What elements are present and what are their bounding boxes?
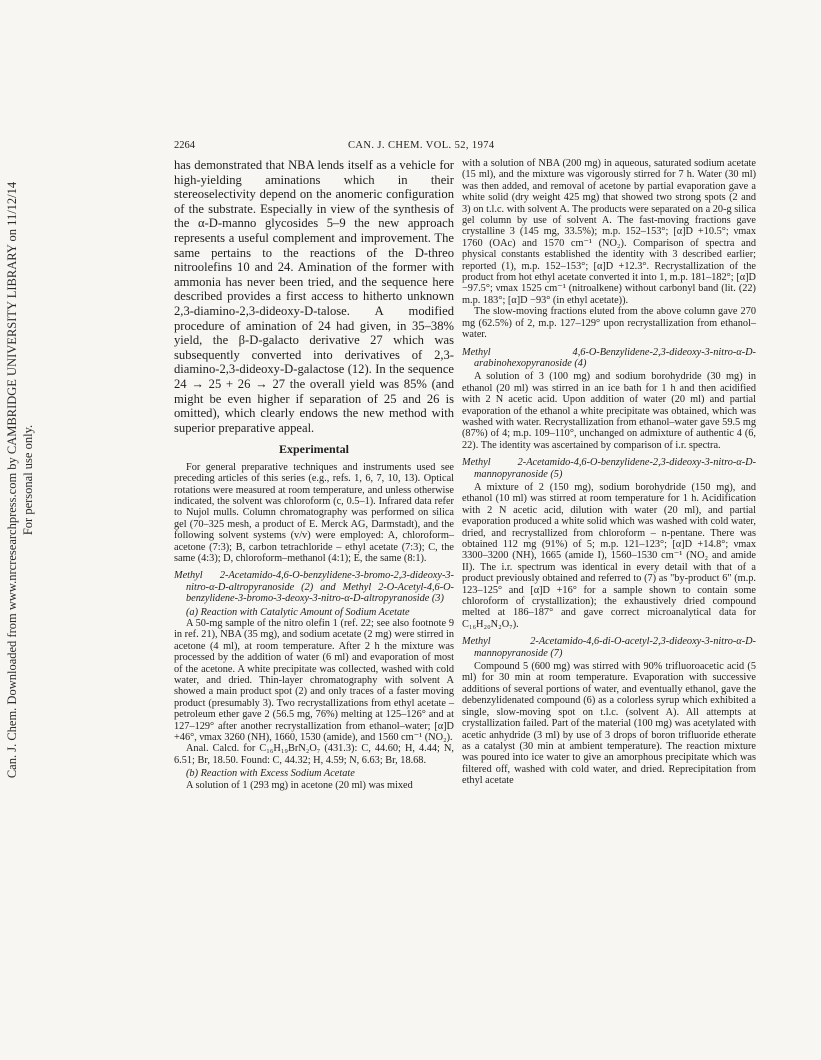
analysis-paragraph: Anal. Calcd. for C₁₆H₁₉BrN₂O₇ (431.3): C, 44.60; H, 4.44; N, 6.51; Br, 18.50. Found: C, 44.32; H, 4.59; N, 6.63; Br, 18.68. <box>174 743 454 766</box>
watermark-line-2: For personal use only. <box>21 424 35 536</box>
compound-2-3-heading: Methyl 2-Acetamido-4,6-O-benzylidene-3-bromo-2,3-dideoxy-3-nitro-α-D-altropyranoside (2) and Methyl 2-O-Acetyl-4,6-O-benzylidene-3-bromo-3-deoxy-3-nitro-α-D-altropyranoside (3) <box>174 570 454 605</box>
page-header <box>174 140 754 154</box>
running-head: CAN. J. CHEM. VOL. 52, 1974 <box>348 140 495 151</box>
experimental-paragraph: For general preparative techniques and instruments used see preceding articles of this series (e.g., refs. 1, 6, 7, 10, 13). Optical rotations were measured at room temperature, and unless otherwise indicated, the solvent was chloroform (c, 0.5–1). Infrared data refer to Nujol mulls. Column chromatography was performed on silica gel (70–325 mesh, a product of E. Merck AG, Darmstadt), and the following solvent systems (v/v) were employed: A, chloroform–acetone (7:3); B, carbon tetrachloride – ethyl acetate (7:3); C, the same (4:3); D, chloroform–methanol (4:1); E, the same (8:1). <box>174 461 454 564</box>
page-number: 2264 <box>174 140 195 151</box>
compound-5-paragraph: A mixture of 2 (150 mg), sodium borohydride (150 mg), and ethanol (10 ml) was stirred at room temperature for 1 h. Acidification with 2 N acetic acid, dilution with water (20 ml), and partial evaporation produced a white solid which was washed with cold water, dried, and recrystallized from chloroform – n-pentane. There was obtained 112 mg (91%) of 5; m.p. 121–123°; [α]D +14.8°; νmax 3300–3200 (NH), 1665 (amide I), 1560–1530 cm⁻¹ (NO₂ and amide II). The i.r. spectrum was identical in every detail with that of a product previously obtained and referred to (7) as "by-product 6" (m.p. 123–125° and [α]D +16° for a sample shown to contain some chloroform of crystallization); the exhaustively dried compound melted at 186–187° and gave correct microanalytical data for C₁₆H₂₀N₂O₇). <box>462 481 756 630</box>
procedure-b-paragraph: A solution of 1 (293 mg) in acetone (20 ml) was mixed <box>186 779 413 791</box>
intro-paragraph: has demonstrated that NBA lends itself as a vehicle for high-yielding aminations which in their stereoselectivity depend on the anomeric configuration of the substrate. Especially in view of the synthesis of the α-D-manno glycosides 5–9 the new approach represents a useful complement and improvement. The same pertains to the reactions of the D-threo nitroolefins 10 and 24. Amination of the former with ammonia has never been tried, and the sequence here described provides a first access to hitherto unknown 2,3-diamino-2,3-dideoxy-D-talose. A modified procedure of amination of 24 had given, in 35–38% yield, the β-D-galacto derivative 27 which was subsequently converted into derivatives of 2,3-diamino-2,3-dideoxy-D-galactose (12). In the sequence 24 → 25 + 26 → 27 the overall yield was 85% (and might be even higher if separation of 25 and 26 is omitted), which clearly endows the new method with superior preparative appeal. <box>174 158 454 435</box>
right-column <box>462 158 756 787</box>
compound-4-heading: Methyl 4,6-O-Benzylidene-2,3-dideoxy-3-nitro-α-D-arabinohexopyranoside (4) <box>462 346 756 369</box>
procedure-a-heading: (a) Reaction with Catalytic Amount of Sodium Acetate <box>186 606 410 618</box>
compound-4-paragraph: A solution of 3 (100 mg) and sodium borohydride (30 mg) in ethanol (20 ml) was stirred in an ice bath for 1 h and then acidified with 2 N acetic acid. Upon addition of water (20 ml) and partial evaporation of the ethanol a white precipitate was obtained, which was washed with water. Recrystallization from ethanol–water gave 59.5 mg (87%) of 4; m.p. 109–110°, unchanged on admixture of authentic 4 (6, 22). The identity was ascertained by comparison of i.r. spectra. <box>462 371 756 451</box>
left-column <box>174 158 454 791</box>
experimental-heading: Experimental <box>279 442 349 457</box>
watermark-text <box>4 182 36 778</box>
slow-fractions-paragraph: The slow-moving fractions eluted from the above column gave 270 mg (62.5%) of 2, m.p. 127–129° upon recrystallization from ethanol–water. <box>462 306 756 341</box>
compound-5-heading: Methyl 2-Acetamido-4,6-O-benzylidene-2,3-dideoxy-3-nitro-α-D-mannopyranoside (5) <box>462 457 756 480</box>
procedure-b-heading: (b) Reaction with Excess Sodium Acetate <box>186 768 355 780</box>
watermark-line-1: Can. J. Chem. Downloaded from www.nrcresearchpress.com by CAMBRIDGE UNIVERSITY LIBRARY on 11/12/14 <box>5 181 19 779</box>
download-watermark <box>0 120 40 840</box>
compound-7-paragraph: Compound 5 (600 mg) was stirred with 90% trifluoroacetic acid (5 ml) for 30 min at room temperature. Evaporation with successive additions of several portions of water, and eventually ethanol, gave the debenzylidenated compound (6) as a colorless syrup which exhibited a single, slow-moving spot on t.l.c. (solvent A). All attempts at crystallization failed. Part of the material (100 mg) was acetylated with acetic anhydride (3 ml) by use of 3 drops of boron trifluoride etherate as a catalyst (30 min at ambient temperature). The reaction mixture was poured into ice water to give an amorphous precipitate which was filtered off, washed with cold water, and dried. Reprecipitation from ethyl acetate <box>462 661 756 787</box>
procedure-b-continued: with a solution of NBA (200 mg) in aqueous, saturated sodium acetate (15 ml), and the mixture was vigorously stirred for 7 h. Water (30 ml) was then added, and removal of acetone by partial evaporation gave a white solid (dry weight 425 mg) that showed two strong spots (2 and 3) on t.l.c. with solvent A. The products were separated on a 20-g silica gel column by use of solvent A. The fast-moving fractions gave crystalline 3 (145 mg, 33.5%); m.p. 152–153°; [α]D +10.5°; νmax 1760 (OAc) and 1570 cm⁻¹ (NO₂). Comparison of spectra and physical constants established the identity with 3 described earlier; reported (1), m.p. 152–153°; [α]D +12.3°. Recrystallization of the product from hot ethyl acetate converted it into 1, m.p. 181–182°; [α]D −97.5°; νmax 1525 cm⁻¹ (nitroalkene) without carbonyl band (lit. (22) m.p. 183°; [α]D −93° (in ethyl acetate)). <box>462 158 756 306</box>
procedure-a-paragraph: A 50-mg sample of the nitro olefin 1 (ref. 22; see also footnote 9 in ref. 21), NBA (35 mg), and sodium acetate (2 mg) were stirred in acetone (4 ml), at room temperature. After 2 h the mixture was processed by the addition of water (6 ml) and evaporation of most of the acetone. A white precipitate was collected, washed with cold water, and dried. Thin-layer chromatography with solvent A showed a main product spot (2) and only traces of a faster moving product (presumably 3). Two recrystallizations from ethyl acetate – petroleum ether gave 2 (56.5 mg, 76%) melting at 125–126° and at 127–129° after another recrystallization from ethanol–water; [α]D +46°, νmax 3260 (NH), 1660, 1530 (amide), and 1560 cm⁻¹ (NO₂). <box>174 617 454 744</box>
compound-7-heading: Methyl 2-Acetamido-4,6-di-O-acetyl-2,3-dideoxy-3-nitro-α-D-mannopyranoside (7) <box>462 636 756 659</box>
